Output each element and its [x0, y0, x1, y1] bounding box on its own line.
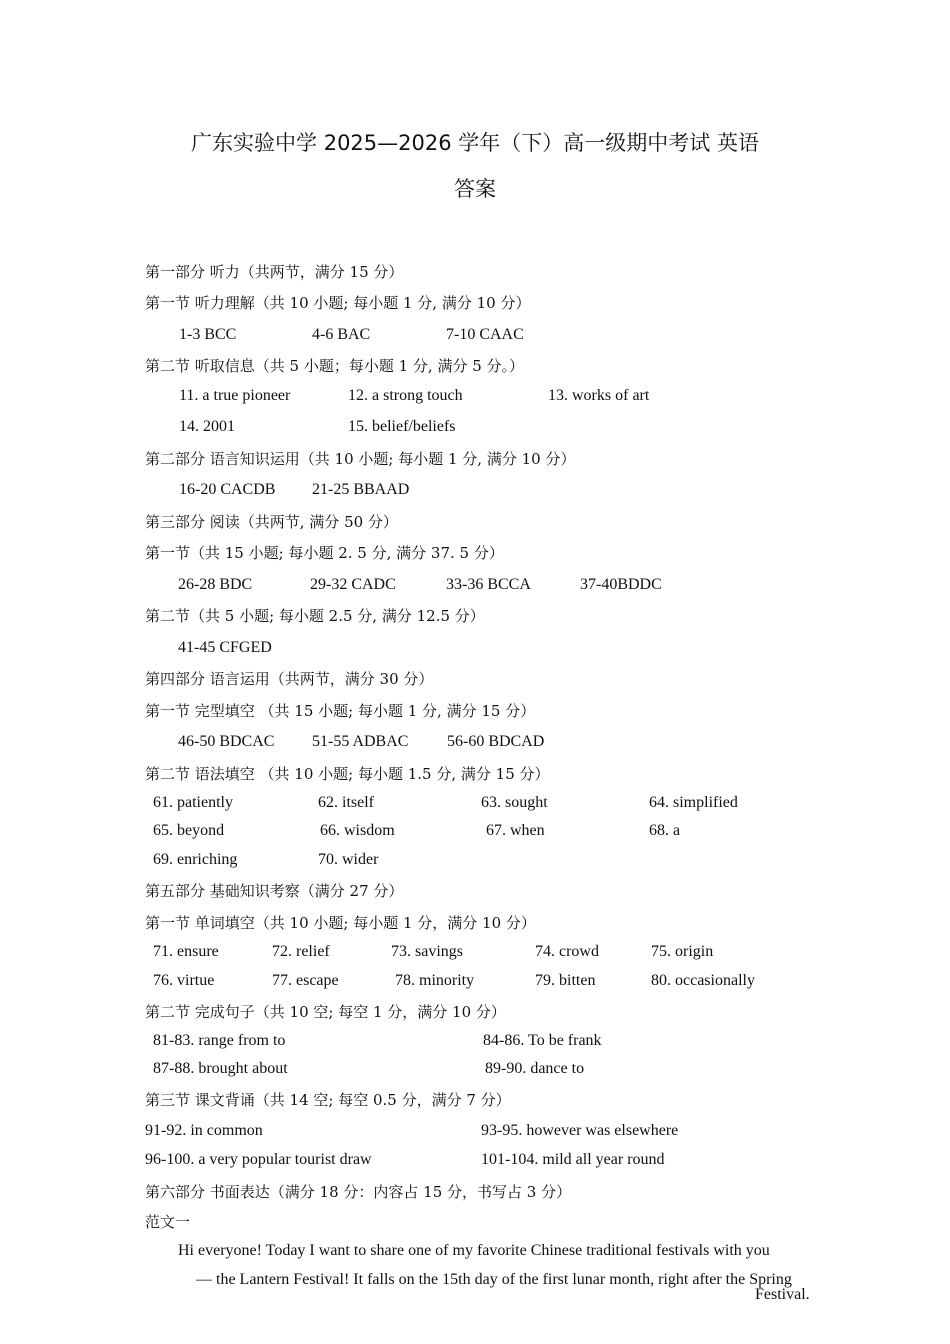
essay-line: — the Lantern Festival! It falls on the 15th day of the first lunar month, right after the Spring	[196, 1271, 792, 1288]
answer-cell: 14. 2001	[179, 418, 235, 435]
part2-header: 第二部分 语言知识运用（共 10 小题; 每小题 1 分, 满分 10 分）	[145, 450, 576, 468]
part3-header: 第三部分 阅读（共两节, 满分 50 分）	[145, 513, 398, 531]
title-line-2: 答案	[454, 177, 496, 201]
answer-cell: 13. works of art	[548, 387, 650, 404]
answer-cell: 11. a true pioneer	[179, 387, 291, 404]
answer-cell: 64. simplified	[649, 794, 738, 811]
part6-header: 第六部分 书面表达（满分 18 分：内容占 15 分，书写占 3 分）	[145, 1183, 572, 1201]
answer-cell: 7-10 CAAC	[446, 326, 524, 343]
answer-cell: 67. when	[486, 822, 545, 839]
sample-essay-label: 范文一	[145, 1213, 191, 1231]
answer-cell: 26-28 BDC	[178, 576, 253, 593]
answer-cell: 93-95. however was elsewhere	[481, 1122, 679, 1139]
answer-cell: 1-3 BCC	[179, 326, 237, 343]
answer-cell: 101-104. mild all year round	[481, 1151, 665, 1168]
answer-cell: 84-86. To be frank	[483, 1032, 602, 1049]
answer-cell: 51-55 ADBAC	[312, 733, 409, 750]
part4-sec2-header: 第二节 语法填空 （共 10 小题; 每小题 1.5 分, 满分 15 分）	[145, 765, 550, 783]
answer-cell: 89-90. dance to	[485, 1060, 585, 1077]
part5-sec3-header: 第三节 课文背诵（共 14 空; 每空 0.5 分，满分 7 分）	[145, 1091, 511, 1109]
answer-cell: 68. a	[649, 822, 681, 839]
answer-cell: 91-92. in common	[145, 1122, 263, 1139]
answer-cell: 29-32 CADC	[310, 576, 396, 593]
answer-cell: 66. wisdom	[320, 822, 395, 839]
answer-cell: 73. savings	[391, 943, 463, 960]
answer-cell: 65. beyond	[153, 822, 225, 839]
answer-cell: 79. bitten	[535, 972, 596, 989]
answer-cell: 72. relief	[272, 943, 330, 960]
answer-cell: 61. patiently	[153, 794, 233, 811]
answer-cell: 77. escape	[272, 972, 339, 989]
answer-cell: 16-20 CACDB	[179, 481, 276, 498]
part3-sec2-header: 第二节（共 5 小题; 每小题 2.5 分, 满分 12.5 分）	[145, 607, 485, 625]
part1-sec2-header: 第二节 听取信息（共 5 小题；每小题 1 分, 满分 5 分。）	[145, 357, 525, 375]
answer-cell: 75. origin	[651, 943, 714, 960]
answer-cell: 56-60 BDCAD	[447, 733, 545, 750]
part5-header: 第五部分 基础知识考察（满分 27 分）	[145, 882, 404, 900]
part3-sec1-header: 第一节（共 15 小题; 每小题 2. 5 分, 满分 37. 5 分）	[145, 544, 504, 562]
answer-cell: 78. minority	[395, 972, 475, 989]
answer-cell: 41-45 CFGED	[178, 639, 272, 656]
answer-cell: 21-25 BBAAD	[312, 481, 410, 498]
essay-line: Hi everyone! Today I want to share one of my favorite Chinese traditional festivals with you	[178, 1242, 770, 1259]
answer-cell: 76. virtue	[153, 972, 215, 989]
answer-cell: 87-88. brought about	[153, 1060, 288, 1077]
part1-sec1-header: 第一节 听力理解（共 10 小题; 每小题 1 分, 满分 10 分）	[145, 294, 531, 312]
answer-cell: 81-83. range from to	[153, 1032, 286, 1049]
part5-sec2-header: 第二节 完成句子（共 10 空; 每空 1 分，满分 10 分）	[145, 1003, 506, 1021]
title-line-1: 广东实验中学 2025—2026 学年（下）高一级期中考试 英语	[191, 131, 759, 155]
part5-sec1-header: 第一节 单词填空（共 10 小题; 每小题 1 分，满分 10 分）	[145, 914, 536, 932]
answer-cell: 63. sought	[481, 794, 548, 811]
answer-cell: 74. crowd	[535, 943, 599, 960]
answer-cell: 12. a strong touch	[348, 387, 463, 404]
answer-cell: 80. occasionally	[651, 972, 755, 989]
answer-cell: 4-6 BAC	[312, 326, 371, 343]
answer-cell: 96-100. a very popular tourist draw	[145, 1151, 372, 1168]
essay-line: Festival.	[755, 1286, 810, 1303]
answer-cell: 62. itself	[318, 794, 374, 811]
part1-header: 第一部分 听力（共两节，满分 15 分）	[145, 263, 404, 281]
part4-sec1-header: 第一节 完型填空 （共 15 小题; 每小题 1 分, 满分 15 分）	[145, 702, 536, 720]
part4-header: 第四部分 语言运用（共两节，满分 30 分）	[145, 670, 434, 688]
answer-cell: 46-50 BDCAC	[178, 733, 275, 750]
answer-cell: 33-36 BCCA	[446, 576, 531, 593]
answer-cell: 70. wider	[318, 851, 379, 868]
answer-cell: 71. ensure	[153, 943, 219, 960]
answer-cell: 69. enriching	[153, 851, 238, 868]
answer-cell: 15. belief/beliefs	[348, 418, 456, 435]
answer-cell: 37-40BDDC	[580, 576, 662, 593]
